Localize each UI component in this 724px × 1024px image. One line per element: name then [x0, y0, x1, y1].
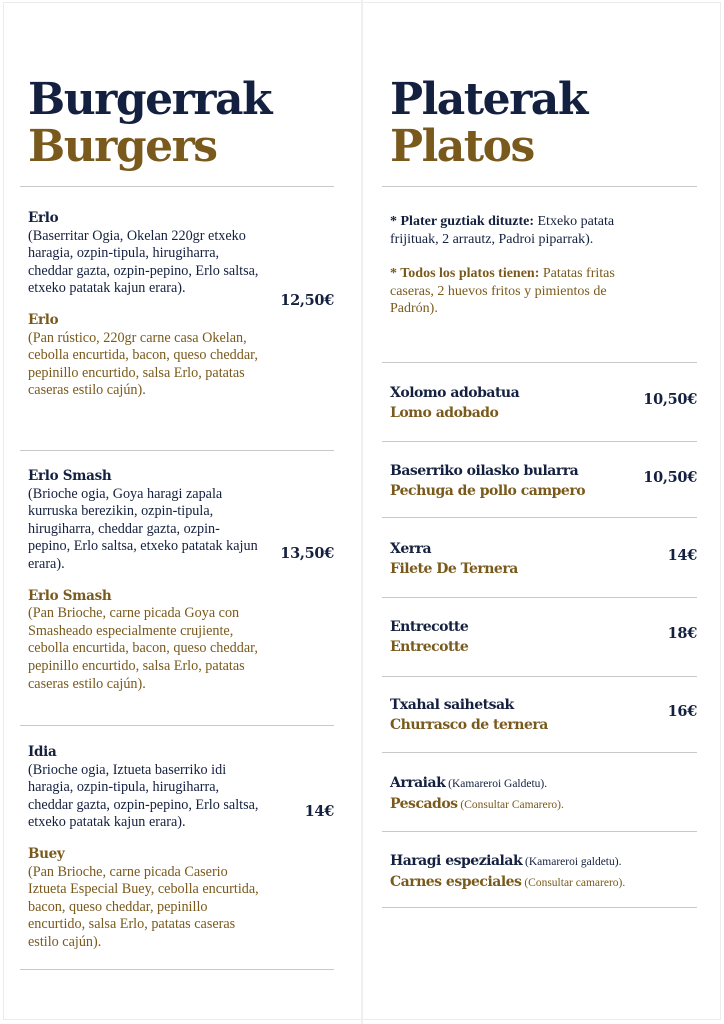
platos-page [390, 0, 697, 1024]
divider [382, 831, 697, 832]
platos-note-eu [390, 213, 650, 248]
plate-note: (Kamareroi galdetu). [522, 856, 622, 868]
plate-name: Pescados [390, 796, 458, 812]
plate-name-es: Lomo adobado [390, 405, 499, 421]
plate-name-eu [390, 851, 697, 872]
plate-name-eu: Entrecotte [390, 619, 469, 635]
note-label: * Todos los platos tienen: [390, 266, 540, 281]
plate-name-eu: Baserriko oilasko bularra [390, 463, 579, 479]
note-label: * Plater guztiak dituzte: [390, 214, 534, 229]
item-name-es: Erlo [28, 311, 59, 328]
plate-name-es [390, 872, 697, 893]
plate-name: Arraiak [390, 775, 446, 791]
plate-name-eu: Xolomo adobatua [390, 385, 520, 401]
plate-price: 10,50€ [643, 391, 697, 408]
divider [382, 186, 697, 187]
platos-title-eu: Platerak [390, 74, 587, 125]
plate-name: Haragi espezialak [390, 853, 523, 869]
burgers-title-es: Burgers [28, 121, 217, 172]
burgers-title-eu: Burgerrak [28, 74, 271, 125]
plate-name: Carnes especiales [390, 874, 522, 890]
plate-note: (Kamareroi Galdetu). [445, 778, 548, 790]
menu-item-erlo-smash [28, 468, 334, 693]
menu-item-idia [28, 744, 334, 952]
divider [382, 676, 697, 677]
divider [382, 597, 697, 598]
item-name-eu: Erlo [28, 210, 59, 226]
item-name-es: Erlo Smash [28, 587, 112, 604]
item-desc-eu: (Brioche ogia, Iztueta baserriko idi haragia, ozpin-tipula, hirugiharra, cheddar gazta, ozpin-pepino, Erlo saltsa, etxeko patatak kajun erara). [28, 761, 259, 831]
item-desc-es: (Pan Brioche, carne picada Caserio Iztueta Especial Buey, cebolla encurtida, bacon, queso cheddar, pepinillo encurtido, salsa Erlo, patatas caseras estilo cajún). [28, 863, 259, 950]
plate-price: 14€ [667, 547, 697, 564]
plate-price: 18€ [667, 625, 697, 642]
platos-note-es [390, 265, 650, 318]
divider [20, 725, 334, 726]
divider [382, 517, 697, 518]
divider [382, 362, 697, 363]
item-name-es: Buey [28, 845, 65, 862]
item-desc-es: (Pan rústico, 220gr carne casa Okelan, cebolla encurtida, bacon, queso cheddar, pepinillo encurtido, salsa Erlo, patatas caseras estilo cajún). [28, 329, 258, 399]
plate-note: (Consultar camarero). [521, 877, 626, 889]
platos-title [390, 76, 587, 170]
divider [20, 450, 334, 451]
platos-title-es: Platos [390, 121, 534, 172]
plate-name-eu [390, 773, 697, 794]
plate-price: 10,50€ [643, 469, 697, 486]
plate-item [390, 383, 697, 423]
plate-name-eu: Xerra [390, 541, 432, 557]
divider [382, 441, 697, 442]
plate-name-es: Churrasco de ternera [390, 717, 548, 733]
plate-name-es [390, 794, 697, 815]
plate-name-es: Entrecotte [390, 639, 469, 655]
item-desc-eu: (Brioche ogia, Goya haragi zapala kurruska berezikin, ozpin-tipula, hirugiharra, cheddar gazta, ozpin-pepino, Erlo saltsa, etxeko patatak kajun erara). [28, 485, 258, 572]
item-price: 12,50€ [280, 292, 334, 309]
plate-item [390, 461, 697, 501]
plate-item [390, 539, 697, 579]
plate-price: 16€ [667, 703, 697, 720]
plate-name-eu: Txahal saihetsak [390, 697, 514, 713]
menu-item-erlo [28, 210, 334, 400]
plate-item [390, 617, 697, 657]
item-price: 13,50€ [280, 545, 334, 562]
burgers-title [28, 76, 271, 170]
plate-name-es: Filete De Ternera [390, 561, 518, 577]
plate-name-es: Pechuga de pollo campero [390, 483, 586, 499]
item-desc-eu: (Baserritar Ogia, Okelan 220gr etxeko haragia, ozpin-tipula, hirugiharra, cheddar gazta, ozpin-pepino, Erlo saltsa, etxeko patatak kajun erara). [28, 227, 259, 297]
note-text: Etxeko patata frijituak, 2 arrautz, Padroi piparrak). [390, 214, 615, 247]
item-name-eu: Erlo Smash [28, 468, 112, 484]
item-desc-es: (Pan Brioche, carne picada Goya con Smasheado especialmente crujiente, cebolla encurtida, bacon, queso cheddar, pepinillo encurtido, salsa Erlo, patatas caseras estilo cajún). [28, 605, 258, 692]
divider [20, 186, 334, 187]
note-text: Patatas fritas caseras, 2 huevos fritos y pimientos de Padrón). [390, 266, 615, 316]
divider [382, 907, 697, 908]
divider [382, 752, 697, 753]
plate-item [390, 851, 697, 893]
plate-note: (Consultar Camarero). [457, 799, 564, 811]
item-name-eu: Idia [28, 744, 57, 760]
plate-item [390, 695, 697, 735]
item-price: 14€ [304, 803, 334, 820]
divider [20, 969, 334, 970]
burgers-page [28, 0, 334, 1024]
page-divider [361, 0, 363, 1024]
plate-item [390, 773, 697, 815]
